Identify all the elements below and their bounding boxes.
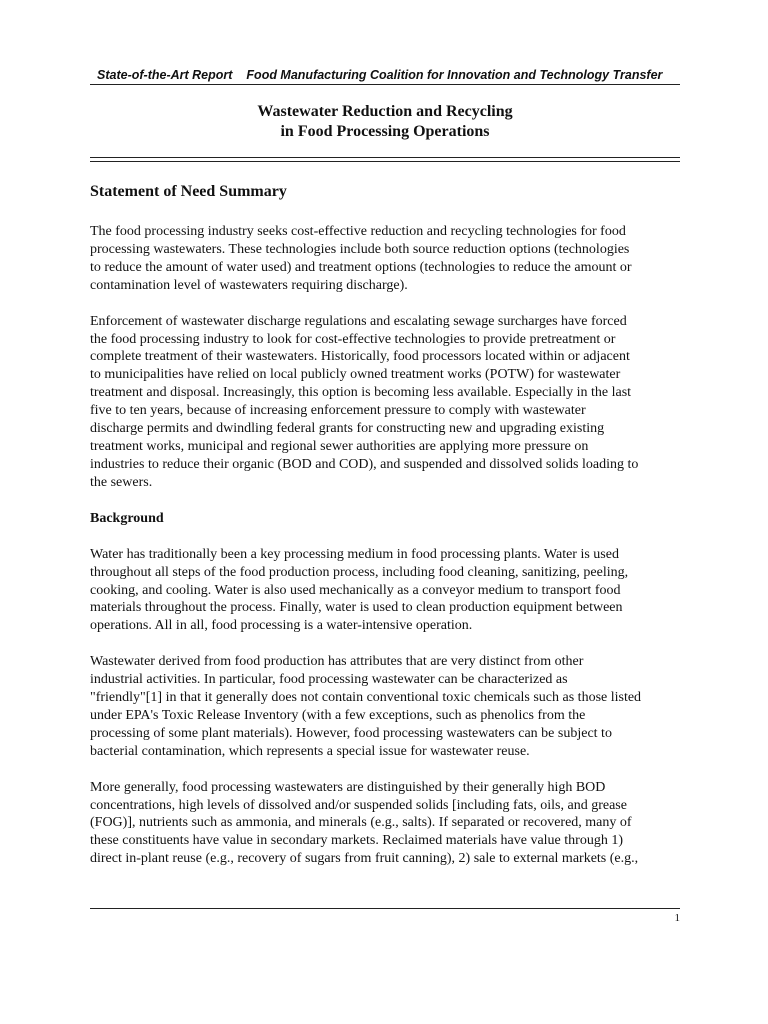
text-line: The food processing industry seeks cost-effective reduction and recycling technologies for food bbox=[90, 224, 626, 239]
text-line: (FOG)], nutrients such as ammonia, and minerals (e.g., salts). If separated or recovered, many of bbox=[90, 815, 632, 831]
background-heading: Background bbox=[90, 510, 164, 526]
text-line: under EPA's Toxic Release Inventory (with a few exceptions, such as phenolics from the bbox=[90, 707, 586, 723]
text-line: Enforcement of wastewater discharge regulations and escalating sewage surcharges have forced bbox=[90, 313, 627, 329]
text-line: processing wastewaters. These technologies include both source reduction options (technologies bbox=[90, 241, 630, 257]
text-line: materials throughout the process. Finally, water is used to clean production equipment between bbox=[90, 600, 623, 616]
text-line: complete treatment of their wastewaters. Historically, food processors located within or adjacent bbox=[90, 349, 630, 365]
text-line: "friendly"[1] in that it generally does not contain conventional toxic chemicals such as those listed bbox=[90, 690, 642, 706]
text-line: to reduce the amount of water used) and treatment options (technologies to reduce the amount or bbox=[90, 259, 632, 275]
text-line: industries to reduce their organic (BOD and COD), and suspended and dissolved solids loading to bbox=[90, 456, 639, 472]
title-line-1: Wastewater Reduction and Recycling bbox=[257, 103, 513, 120]
section-heading: Statement of Need Summary bbox=[90, 183, 287, 200]
footer-rule bbox=[90, 908, 680, 909]
text-line: the sewers. bbox=[90, 474, 153, 490]
text-line: processing of some plant materials). However, food processing wastewaters can be subject to bbox=[90, 725, 612, 741]
text-line: treatment works, municipal and regional sewer authorities are applying more pressure on bbox=[90, 438, 589, 454]
title-rule-bottom bbox=[90, 161, 680, 162]
text-line: direct in-plant reuse (e.g., recovery of sugars from fruit canning), 2) sale to external markets (e.g., bbox=[90, 851, 639, 867]
text-line: More generally, food processing wastewaters are distinguished by their generally high BOD bbox=[90, 779, 606, 795]
text-line: discharge permits and dwindling federal grants for constructing new and upgrading existing bbox=[90, 421, 605, 437]
text-line: Wastewater derived from food production has attributes that are very distinct from other bbox=[90, 654, 584, 670]
text-line: throughout all steps of the food production process, including food cleaning, sanitizing, peeling, bbox=[90, 564, 629, 580]
paragraph bbox=[90, 653, 710, 760]
text-line: contamination level of wastewaters requiring discharge). bbox=[90, 277, 408, 293]
text-line: cooking, and cooling. Water is also used mechanically as a conveyor medium to transport food bbox=[90, 582, 621, 598]
text-line: five to ten years, because of increasing enforcement pressure to comply with wastewater bbox=[90, 403, 586, 419]
text-line: Water has traditionally been a key processing medium in food processing plants. Water is used bbox=[90, 546, 619, 562]
text-line: concentrations, high levels of dissolved and/or suspended solids [including fats, oils, and grease bbox=[90, 797, 627, 813]
paragraph bbox=[90, 223, 710, 295]
header-rule bbox=[90, 84, 680, 85]
title-line-2: in Food Processing Operations bbox=[280, 123, 490, 140]
text-line: the food processing industry to look for cost-effective technologies to provide pretreatment or bbox=[90, 331, 616, 347]
text-line: bacterial contamination, which represents a special issue for wastewater reuse. bbox=[90, 743, 530, 759]
paragraph bbox=[90, 779, 710, 869]
text-line: treatment and disposal. Increasingly, this option is becoming less available. Especially in the last bbox=[90, 385, 632, 401]
page-number: 1 bbox=[674, 912, 680, 924]
running-header bbox=[97, 68, 687, 82]
report-label: State-of-the-Art Report bbox=[97, 68, 233, 82]
text-line: these constituents have value in secondary markets. Reclaimed materials have value through 1) bbox=[90, 833, 623, 849]
text-line: to municipalities have relied on local publicly owned treatment works (POTW) for wastewater bbox=[90, 367, 621, 383]
title-rule-top bbox=[90, 157, 680, 158]
paragraph bbox=[90, 546, 710, 636]
paragraph bbox=[90, 313, 710, 492]
text-line: operations. All in all, food processing is a water-intensive operation. bbox=[90, 618, 473, 634]
document-title bbox=[90, 102, 680, 142]
organization-name: Food Manufacturing Coalition for Innovation and Technology Transfer bbox=[246, 68, 663, 82]
document-body bbox=[90, 182, 710, 886]
text-line: industrial activities. In particular, food processing wastewater can be characterized as bbox=[90, 672, 568, 688]
